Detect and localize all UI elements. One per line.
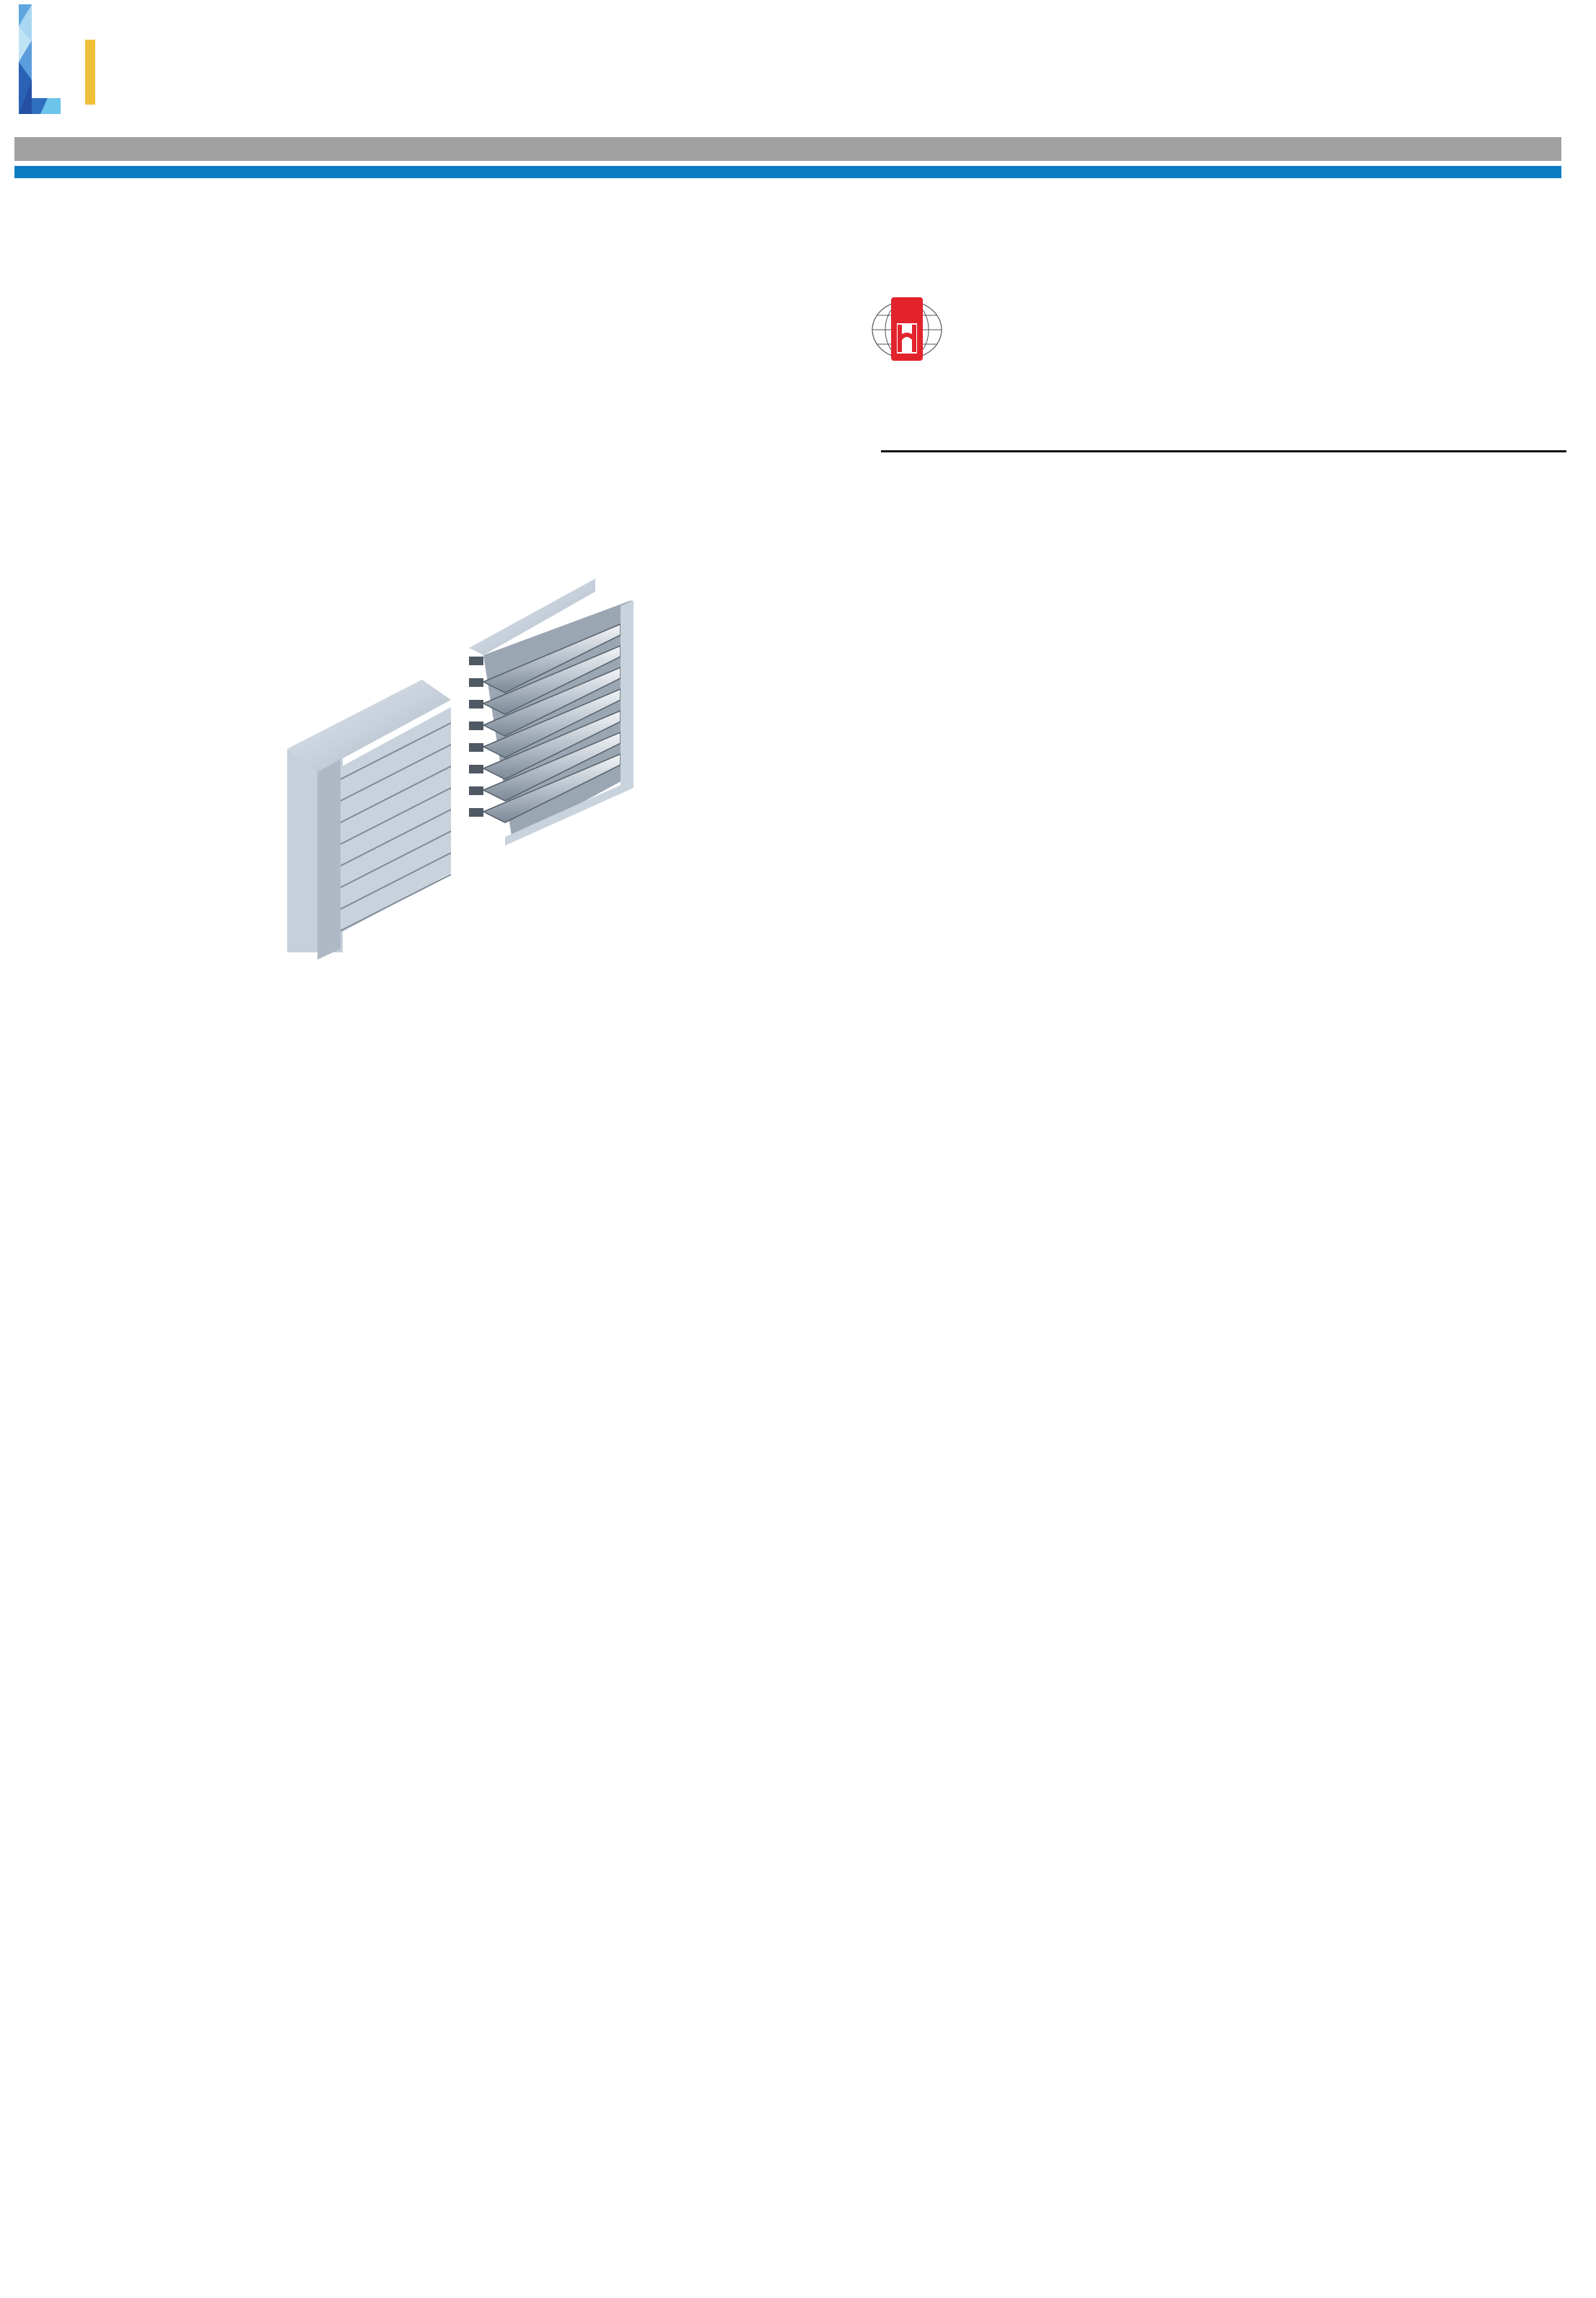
title-separator [85,40,95,105]
page-title [69,29,114,115]
certificate-divider [881,450,1566,452]
amca-certificate [862,274,1555,895]
header-blue-bar [14,166,1561,178]
amca-seal-icon [871,296,943,364]
l-series-logo-icon [19,4,61,114]
louver-product-image [274,563,678,960]
appendix-number [1111,352,1121,371]
header-gray-bar [14,137,1561,161]
